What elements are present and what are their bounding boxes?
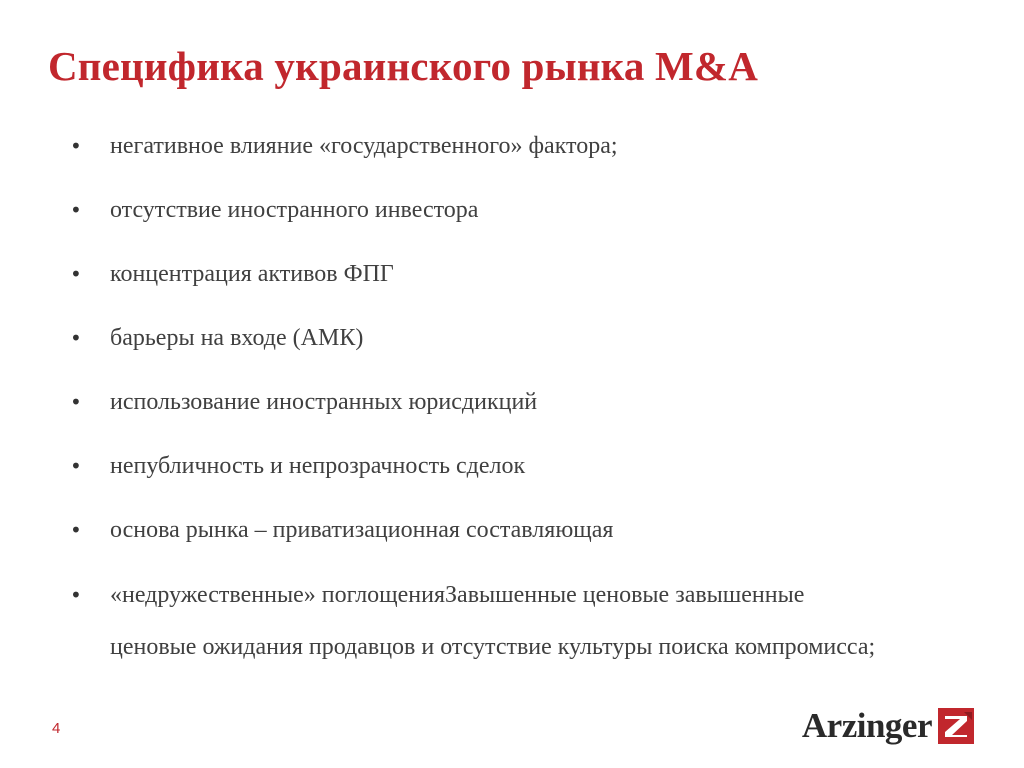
- list-item: [70, 446, 970, 487]
- bullet-icon: •: [70, 518, 82, 542]
- bullet-icon: •: [70, 198, 82, 222]
- page-number: 4: [52, 720, 61, 737]
- arzinger-logo-icon: [938, 708, 974, 744]
- list-item: [70, 190, 970, 231]
- bullet-icon: •: [70, 134, 82, 158]
- bullet-icon: •: [70, 583, 82, 607]
- bullet-icon: •: [70, 454, 82, 478]
- slide-title: Специфика украинского рынка M&A: [48, 43, 759, 89]
- list-item: [70, 254, 970, 295]
- company-logo: [802, 706, 974, 746]
- bullet-icon: •: [70, 262, 82, 286]
- bullet-text: использование иностранных юрисдикций: [110, 389, 538, 415]
- logo-text: Arzinger: [801, 706, 932, 745]
- bullet-text: концентрация активов ФПГ: [110, 261, 394, 287]
- bullet-icon: •: [70, 326, 82, 350]
- bullet-list: [70, 126, 970, 673]
- list-item: [70, 318, 970, 359]
- list-item: [70, 569, 970, 673]
- bullet-icon: •: [70, 390, 82, 414]
- bullet-text: основа рынка – приватизационная составляющая: [110, 517, 614, 543]
- list-item: [70, 382, 970, 423]
- list-item: [70, 510, 970, 551]
- bullet-text: непубличность и непрозрачность сделок: [110, 453, 526, 479]
- list-item: [70, 126, 970, 167]
- bullet-text: негативное влияние «государственного» фактора;: [110, 133, 618, 159]
- bullet-text: «недружественные» поглощенияЗавышенные ценовые завышенные ценовые ожидания продавцов и отсутствие культуры поиска компромисса;: [110, 582, 876, 660]
- bullet-text: барьеры на входе (АМК): [110, 325, 364, 351]
- bullet-text: отсутствие иностранного инвестора: [110, 197, 479, 223]
